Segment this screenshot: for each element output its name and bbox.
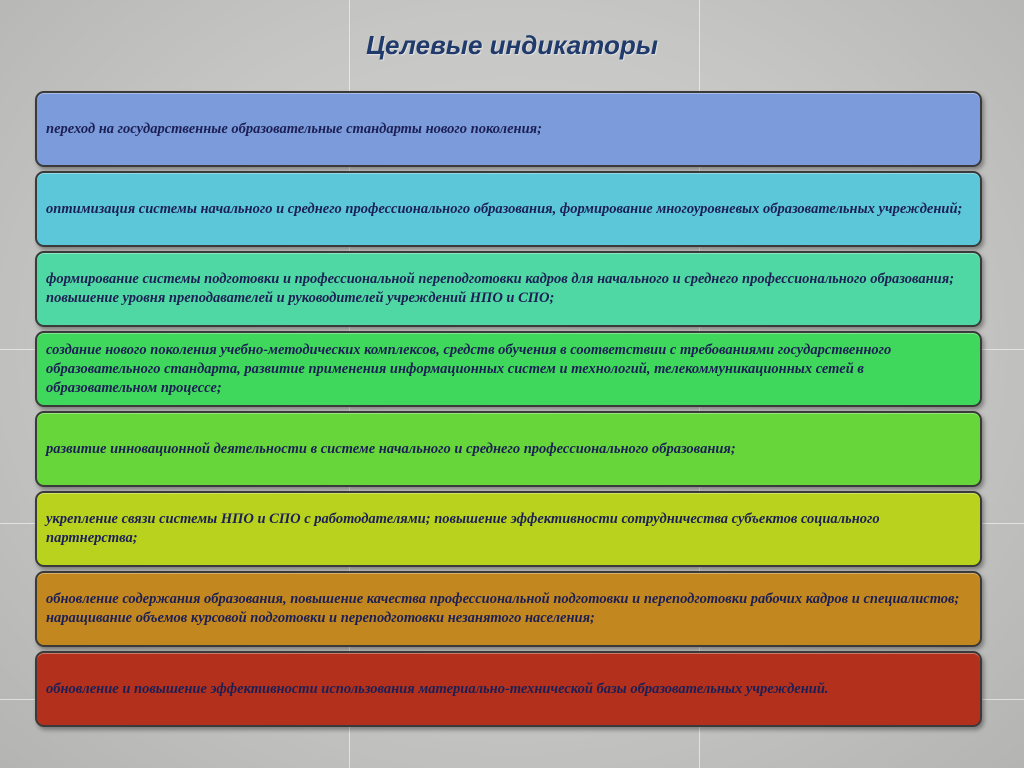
indicator-box: [35, 171, 982, 247]
indicator-box: [35, 651, 982, 727]
indicator-box: [35, 491, 982, 567]
indicator-box: [35, 91, 982, 167]
indicator-text: укрепление связи системы НПО и СПО с работодателями; повышение эффективности сотрудничества субъектов социального партнерства;: [46, 511, 880, 546]
indicator-text: обновление и повышение эффективности использования материально-технической базы образовательных учреждений.: [46, 680, 829, 697]
indicator-text: формирование системы подготовки и профессиональной переподготовки кадров для начального и среднего профессионального образования; повышение уровня преподавателей и руководителей учреждений НПО и СПО;: [46, 271, 955, 306]
indicator-list: [35, 91, 982, 731]
indicator-box: [35, 331, 982, 407]
indicator-box: [35, 571, 982, 647]
slide-title: Целевые индикаторы: [366, 30, 658, 60]
indicator-box: [35, 411, 982, 487]
indicator-text: создание нового поколения учебно-методических комплексов, средств обучения в соответствии с требованиями государственного образовательного стандарта, развитие применения информационных систем и технологий, телекоммуникационных сетей в образовательном процессе;: [46, 341, 892, 396]
indicator-text: оптимизация системы начального и среднего профессионального образования, формирование многоуровневых образовательных учреждений;: [46, 200, 963, 217]
indicator-text: развитие инновационной деятельности в системе начального и среднего профессионального образования;: [46, 440, 736, 457]
indicator-box: [35, 251, 982, 327]
indicator-text: переход на государственные образовательные стандарты нового поколения;: [46, 120, 542, 137]
indicator-text: обновление содержания образования, повышение качества профессиональной подготовки и переподготовки рабочих кадров и специалистов; наращивание объемов курсовой подготовки и переподготовки незанятого населения;: [46, 591, 960, 626]
